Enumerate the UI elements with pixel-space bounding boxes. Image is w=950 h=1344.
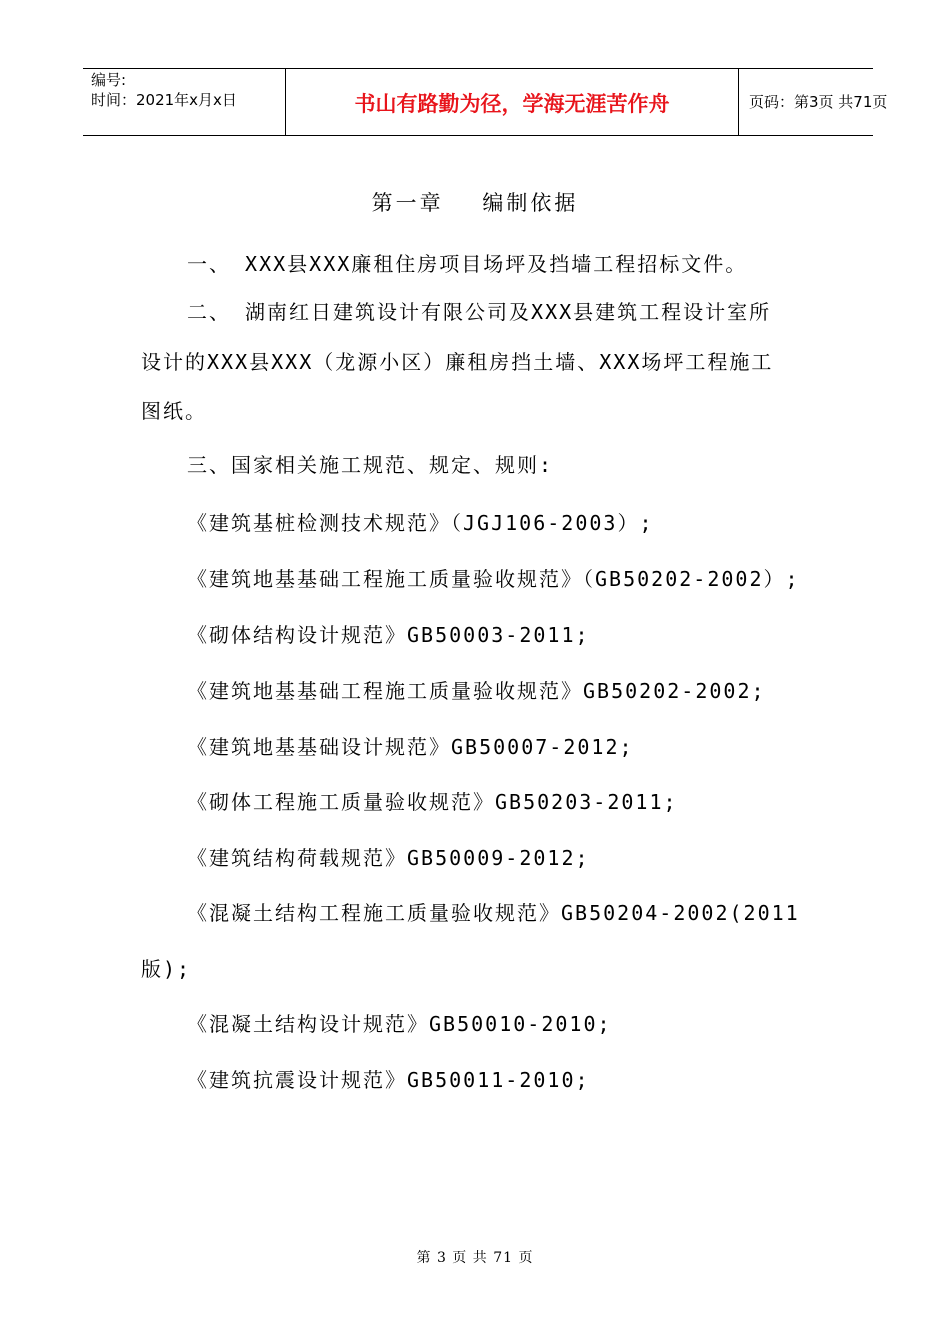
body-line: 一、 XXX县XXX廉租住房项目场坪及挡墙工程招标文件。 (187, 252, 748, 276)
body-line: 二、 湖南红日建筑设计有限公司及XXX县建筑工程设计室所 (187, 300, 772, 324)
standard-item: 《建筑地基基础工程施工质量验收规范》（GB50202-2002）; (187, 567, 800, 591)
body-line: 图纸。 (141, 399, 207, 423)
document-date-label: 时间：2021年x月x日 (91, 91, 237, 109)
page-footer: 第 3 页 共 71 页 (416, 1250, 534, 1266)
standard-item: 《建筑地基基础设计规范》GB50007-2012; (187, 735, 634, 759)
standard-item: 《建筑基桩检测技术规范》（JGJ106-2003）; (187, 511, 654, 535)
standard-item-continuation: 版); (141, 957, 192, 981)
body-line: 三、国家相关施工规范、规定、规则: (187, 453, 554, 477)
header-motto: 书山有路勤为径，学海无涯苦作舟 (354, 92, 670, 116)
standard-item: 《混凝土结构工程施工质量验收规范》GB50204-2002(2011 (187, 901, 800, 925)
body-line: 设计的XXX县XXX（龙源小区）廉租房挡土墙、XXX场坪工程施工 (141, 350, 774, 374)
standard-item: 《建筑抗震设计规范》GB50011-2010; (187, 1068, 590, 1092)
standard-item: 《建筑结构荷载规范》GB50009-2012; (187, 846, 590, 870)
standard-item: 《砌体结构设计规范》GB50003-2011; (187, 623, 590, 647)
chapter-title: 第一章 编制依据 (371, 191, 579, 215)
header-page-info: 页码：第3页 共71页 (749, 93, 888, 111)
standard-item: 《砌体工程施工质量验收规范》GB50203-2011; (187, 790, 678, 814)
document-number-label: 编号: (91, 71, 127, 89)
standard-item: 《建筑地基基础工程施工质量验收规范》GB50202-2002; (187, 679, 766, 703)
standard-item: 《混凝土结构设计规范》GB50010-2010; (187, 1012, 612, 1036)
